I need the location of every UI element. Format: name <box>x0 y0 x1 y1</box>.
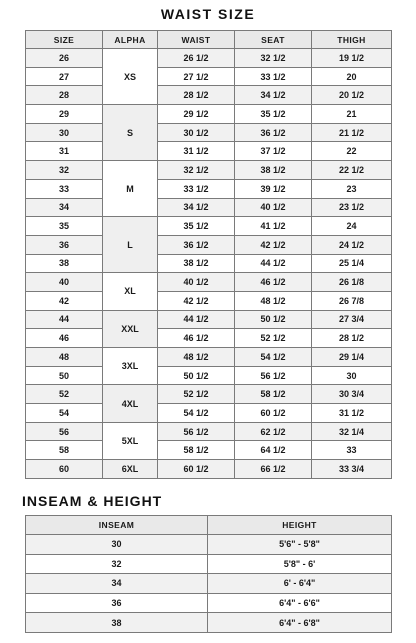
waist-cell: 50 1/2 <box>158 366 235 385</box>
height-cell: 5'8" - 6' <box>208 554 392 574</box>
seat-cell: 64 1/2 <box>235 441 312 460</box>
size-cell: 60 <box>26 460 103 479</box>
table-row <box>26 198 392 217</box>
waist-cell: 31 1/2 <box>158 142 235 161</box>
inseam-cell: 30 <box>26 535 208 555</box>
thigh-cell: 28 1/2 <box>312 329 392 348</box>
thigh-cell: 22 1/2 <box>312 161 392 180</box>
header-thigh: THIGH <box>312 31 392 49</box>
alpha-cell: 5XL <box>103 422 158 459</box>
seat-cell: 35 1/2 <box>235 105 312 124</box>
table-row <box>26 67 392 86</box>
seat-cell: 58 1/2 <box>235 385 312 404</box>
waist-cell: 27 1/2 <box>158 67 235 86</box>
thigh-cell: 33 <box>312 441 392 460</box>
thigh-cell: 23 1/2 <box>312 198 392 217</box>
header-inseam: INSEAM <box>26 516 208 535</box>
table-row <box>26 554 392 574</box>
waist-cell: 52 1/2 <box>158 385 235 404</box>
table-row <box>26 86 392 105</box>
waist-cell: 30 1/2 <box>158 123 235 142</box>
height-cell: 6'4" - 6'8" <box>208 613 392 633</box>
thigh-cell: 20 <box>312 67 392 86</box>
height-cell: 6'4" - 6'6" <box>208 593 392 613</box>
size-cell: 40 <box>26 273 103 292</box>
waist-cell: 33 1/2 <box>158 179 235 198</box>
size-cell: 46 <box>26 329 103 348</box>
size-cell: 50 <box>26 366 103 385</box>
seat-cell: 36 1/2 <box>235 123 312 142</box>
table-row <box>26 291 392 310</box>
inseam-cell: 34 <box>26 574 208 594</box>
table-row <box>26 593 392 613</box>
header-height: HEIGHT <box>208 516 392 535</box>
table-row <box>26 404 392 423</box>
waist-cell: 38 1/2 <box>158 254 235 273</box>
thigh-cell: 33 3/4 <box>312 460 392 479</box>
table-row <box>26 460 392 479</box>
size-cell: 32 <box>26 161 103 180</box>
size-cell: 56 <box>26 422 103 441</box>
size-cell: 33 <box>26 179 103 198</box>
size-cell: 52 <box>26 385 103 404</box>
thigh-cell: 19 1/2 <box>312 49 392 68</box>
waist-size-table <box>25 30 392 479</box>
seat-cell: 39 1/2 <box>235 179 312 198</box>
size-cell: 44 <box>26 310 103 329</box>
thigh-cell: 29 1/4 <box>312 348 392 367</box>
thigh-cell: 32 1/4 <box>312 422 392 441</box>
thigh-cell: 24 1/2 <box>312 235 392 254</box>
alpha-cell: M <box>103 161 158 217</box>
table-row <box>26 329 392 348</box>
table-row <box>26 254 392 273</box>
seat-cell: 40 1/2 <box>235 198 312 217</box>
seat-cell: 41 1/2 <box>235 217 312 236</box>
table-row <box>26 142 392 161</box>
table-row <box>26 273 392 292</box>
size-cell: 36 <box>26 235 103 254</box>
thigh-cell: 21 1/2 <box>312 123 392 142</box>
size-cell: 38 <box>26 254 103 273</box>
size-cell: 48 <box>26 348 103 367</box>
seat-cell: 66 1/2 <box>235 460 312 479</box>
thigh-cell: 26 7/8 <box>312 291 392 310</box>
table-row <box>26 235 392 254</box>
thigh-cell: 30 3/4 <box>312 385 392 404</box>
waist-header-row <box>26 31 392 49</box>
size-cell: 58 <box>26 441 103 460</box>
height-cell: 6' - 6'4" <box>208 574 392 594</box>
table-row <box>26 49 392 68</box>
table-row <box>26 105 392 124</box>
thigh-cell: 21 <box>312 105 392 124</box>
seat-cell: 60 1/2 <box>235 404 312 423</box>
thigh-cell: 31 1/2 <box>312 404 392 423</box>
height-cell: 5'6" - 5'8" <box>208 535 392 555</box>
table-row <box>26 310 392 329</box>
inseam-cell: 38 <box>26 613 208 633</box>
alpha-cell: L <box>103 217 158 273</box>
size-cell: 34 <box>26 198 103 217</box>
table-row <box>26 161 392 180</box>
table-row <box>26 366 392 385</box>
header-alpha: ALPHA <box>103 31 158 49</box>
waist-size-title: WAIST SIZE <box>160 6 256 22</box>
inseam-cell: 36 <box>26 593 208 613</box>
table-row <box>26 535 392 555</box>
waist-cell: 42 1/2 <box>158 291 235 310</box>
table-row <box>26 613 392 633</box>
alpha-cell: 6XL <box>103 460 158 479</box>
thigh-cell: 23 <box>312 179 392 198</box>
waist-cell: 26 1/2 <box>158 49 235 68</box>
waist-cell: 35 1/2 <box>158 217 235 236</box>
thigh-cell: 24 <box>312 217 392 236</box>
thigh-cell: 27 3/4 <box>312 310 392 329</box>
waist-cell: 46 1/2 <box>158 329 235 348</box>
size-cell: 31 <box>26 142 103 161</box>
size-cell: 35 <box>26 217 103 236</box>
waist-cell: 40 1/2 <box>158 273 235 292</box>
thigh-cell: 20 1/2 <box>312 86 392 105</box>
table-row <box>26 123 392 142</box>
waist-cell: 48 1/2 <box>158 348 235 367</box>
seat-cell: 62 1/2 <box>235 422 312 441</box>
inseam-height-table <box>25 515 392 633</box>
thigh-cell: 22 <box>312 142 392 161</box>
alpha-cell: 4XL <box>103 385 158 422</box>
alpha-cell: 3XL <box>103 348 158 385</box>
seat-cell: 34 1/2 <box>235 86 312 105</box>
waist-cell: 34 1/2 <box>158 198 235 217</box>
seat-cell: 54 1/2 <box>235 348 312 367</box>
size-cell: 42 <box>26 291 103 310</box>
header-waist: WAIST <box>158 31 235 49</box>
seat-cell: 33 1/2 <box>235 67 312 86</box>
waist-cell: 36 1/2 <box>158 235 235 254</box>
size-cell: 28 <box>26 86 103 105</box>
waist-cell: 56 1/2 <box>158 422 235 441</box>
seat-cell: 32 1/2 <box>235 49 312 68</box>
thigh-cell: 26 1/8 <box>312 273 392 292</box>
seat-cell: 38 1/2 <box>235 161 312 180</box>
alpha-cell: S <box>103 105 158 161</box>
waist-cell: 54 1/2 <box>158 404 235 423</box>
table-row <box>26 441 392 460</box>
table-row <box>26 422 392 441</box>
thigh-cell: 25 1/4 <box>312 254 392 273</box>
alpha-cell: XS <box>103 49 158 105</box>
waist-cell: 32 1/2 <box>158 161 235 180</box>
seat-cell: 42 1/2 <box>235 235 312 254</box>
inseam-cell: 32 <box>26 554 208 574</box>
size-cell: 27 <box>26 67 103 86</box>
waist-cell: 29 1/2 <box>158 105 235 124</box>
alpha-cell: XL <box>103 273 158 310</box>
size-cell: 54 <box>26 404 103 423</box>
seat-cell: 46 1/2 <box>235 273 312 292</box>
inseam-header-row <box>26 516 392 535</box>
table-row <box>26 574 392 594</box>
seat-cell: 44 1/2 <box>235 254 312 273</box>
waist-cell: 44 1/2 <box>158 310 235 329</box>
size-cell: 26 <box>26 49 103 68</box>
waist-cell: 28 1/2 <box>158 86 235 105</box>
inseam-height-title: INSEAM & HEIGHT <box>22 493 163 509</box>
seat-cell: 56 1/2 <box>235 366 312 385</box>
seat-cell: 52 1/2 <box>235 329 312 348</box>
size-cell: 30 <box>26 123 103 142</box>
table-row <box>26 179 392 198</box>
table-row <box>26 217 392 236</box>
waist-cell: 58 1/2 <box>158 441 235 460</box>
seat-cell: 50 1/2 <box>235 310 312 329</box>
seat-cell: 48 1/2 <box>235 291 312 310</box>
alpha-cell: XXL <box>103 310 158 347</box>
waist-cell: 60 1/2 <box>158 460 235 479</box>
seat-cell: 37 1/2 <box>235 142 312 161</box>
header-size: SIZE <box>26 31 103 49</box>
table-row <box>26 348 392 367</box>
thigh-cell: 30 <box>312 366 392 385</box>
size-cell: 29 <box>26 105 103 124</box>
header-seat: SEAT <box>235 31 312 49</box>
table-row <box>26 385 392 404</box>
